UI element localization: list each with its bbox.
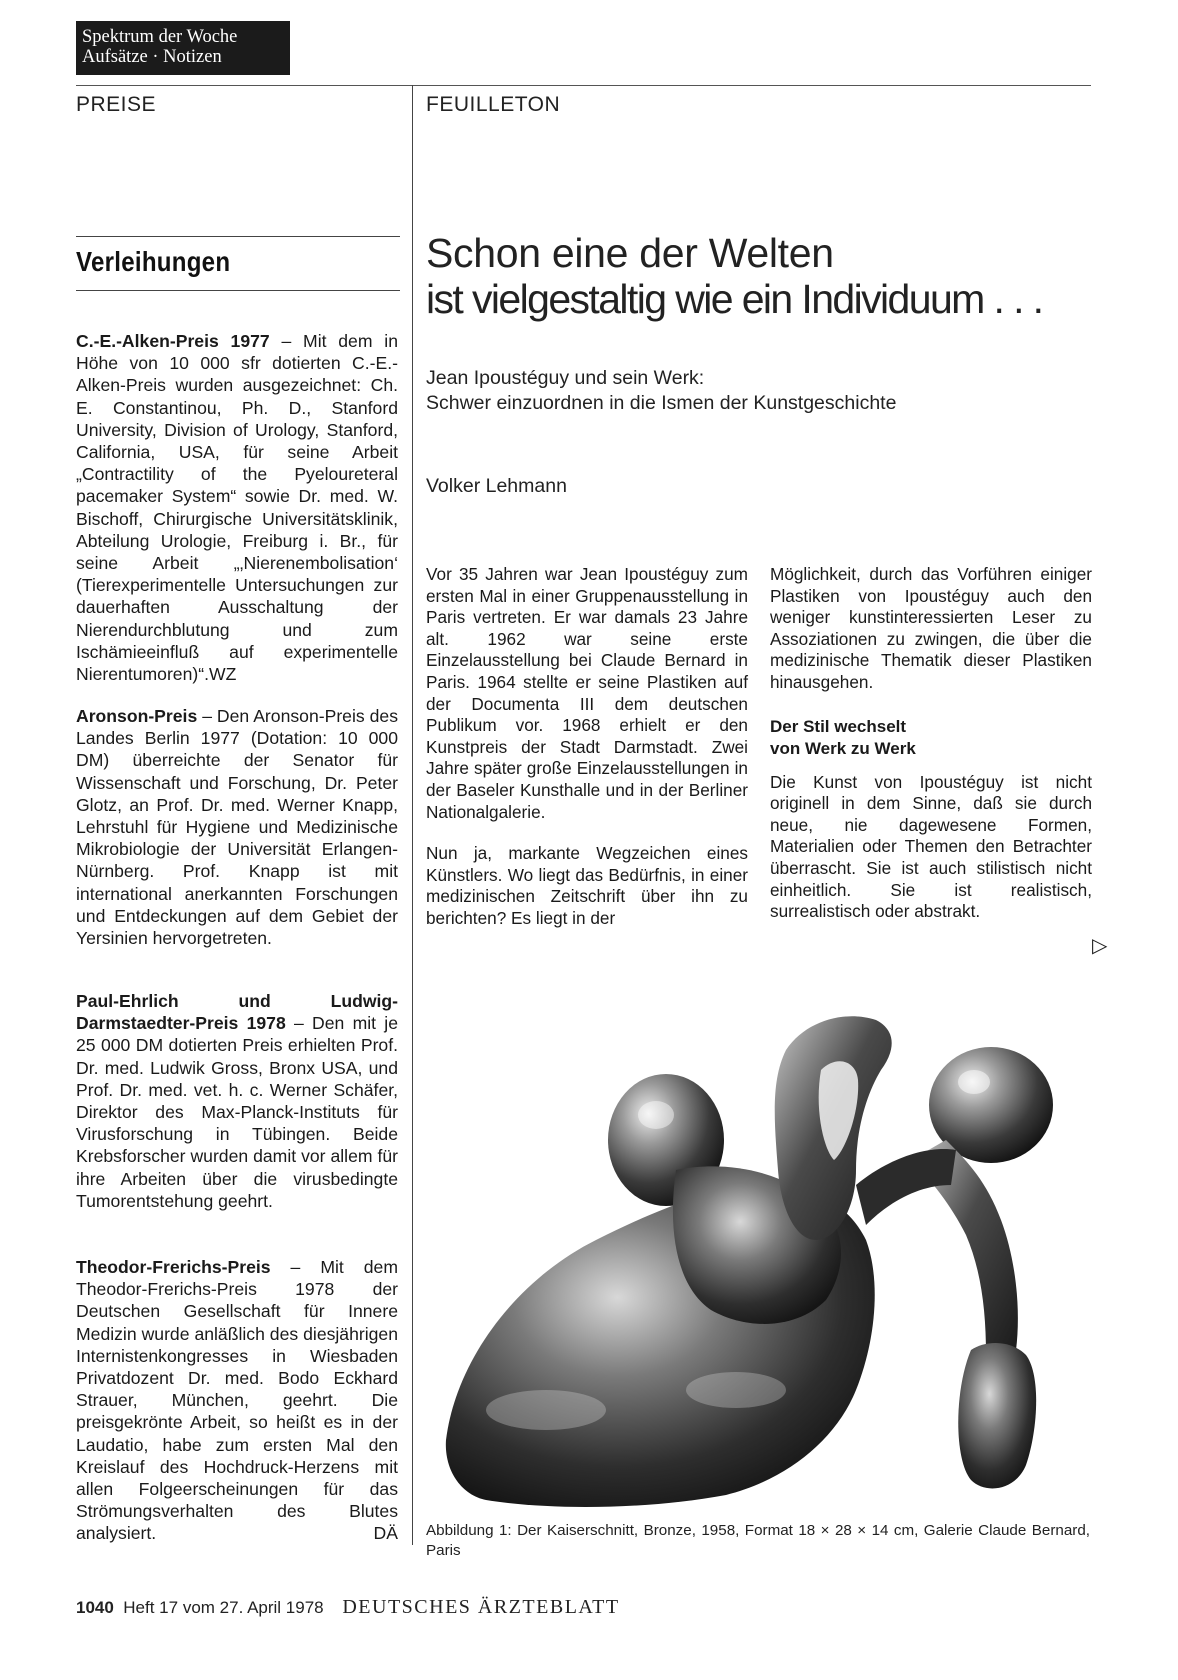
prize-text: – Den mit je 25 000 DM dotierten Preis erhielten Prof. Dr. med. Ludwik Gross, Bronx USA, und Prof. Dr. med. vet. h. c. Werner Schäfer, Direktor des Max-Planck-Instituts für Virusforschung in Tübingen. Beide Krebsforscher wurden damit vor allem für ihre Arbeiten über die virusbedingte Tumorentstehung geehrt. [76, 1013, 398, 1211]
prize-title: Aronson-Preis [76, 706, 198, 726]
top-rule [76, 85, 1091, 86]
subhead2-line-1: Der Stil wechselt [770, 716, 907, 736]
sculpture-photo [426, 1010, 1090, 1520]
left-heading: Verleihungen [76, 246, 231, 277]
prize-signature: DÄ [373, 1523, 398, 1544]
prize-title: C.-E.-Alken-Preis 1977 [76, 331, 270, 351]
prize-title: Paul-Ehrlich und Ludwig-Darmstaedter-Preis 1978 [76, 991, 398, 1034]
heading-rule-bottom [76, 290, 400, 291]
subhead-line-1: Jean Ipoustéguy und sein Werk: [426, 367, 705, 389]
prize-item [76, 330, 398, 685]
masthead: DEUTSCHES ÄRZTEBLATT [342, 1596, 620, 1618]
article-subheading [426, 366, 896, 416]
column-divider [412, 85, 413, 1545]
subhead-line-2: Schwer einzuordnen in die Ismen der Kunstgeschichte [426, 392, 897, 414]
article-paragraph: Nun ja, markante Wegzeichen eines Künstlers. Wo liegt das Bedürfnis, in einer medizinischen Zeitschrift über ihn zu berichten? Es liegt in der [426, 843, 748, 928]
prize-item [76, 705, 398, 949]
heading-rule-top [76, 236, 400, 237]
prize-text: – Mit dem Theodor-Frerichs-Preis 1978 der Deutschen Gesellschaft für Innere Medizin wurde anläßlich des diesjährigen Internistenkongresses in Wiesbaden Privatdozent Dr. med. Bodo Eckhard Strauer, München, geehrt. Die preisgekrönte Arbeit, so heißt es in der Laudatio, habe zum ersten Mal den Kreislauf des Hochdruck-Herzens mit allen Folgeerscheinungen für das Strömungsverhalten des Blutes analysiert. [76, 1257, 398, 1544]
prize-title: Theodor-Frerichs-Preis [76, 1257, 271, 1277]
section-kicker [76, 21, 290, 75]
article-paragraph: Die Kunst von Ipoustéguy ist nicht originell in dem Sinne, daß sie durch neue, nie dagewesene Formen, Materialien oder Themen den Betrachter überrascht. Sie ist auch stilistisch nicht einheitlich. Sie ist realistisch, surrealistisch oder abstrakt. [770, 771, 1092, 922]
subhead2-line-2: von Werk zu Werk [770, 738, 916, 758]
article-author: Volker Lehmann [426, 475, 567, 497]
prize-text: – Mit dem in Höhe von 10 000 sfr dotierten C.-E.-Alken-Preis wurden ausgezeichnet: Ch. E. Constantinou, Ph. D., Stanford University, Division of Urology, Stanford, California, USA, für seine Arbeit „Contractility of the Pyeloureteral pacemaker System“ sowie Dr. med. W. Bischoff, Chirurgische Universitätsklinik, Abteilung Urologie, Freiburg i. Br., für seine Arbeit „‚Nierenembolisation‘ (Tierexperimentelle Untersuchungen zur dauerhaften Ausschaltung der Nierendurchblutung und zum Ischämieeinfluß auf experimentelle Nierentumoren)“.WZ [76, 331, 398, 685]
continue-arrow-icon: ▷ [1092, 935, 1108, 957]
prize-text: – Den Aronson-Preis des Landes Berlin 1977 (Dotation: 10 000 DM) überreichte der Senator für Wissenschaft und Forschung, Dr. Peter Glotz, an Prof. Dr. med. Werner Knapp, Lehrstuhl für Hygiene und Medizinische Mikrobiologie der Universität Erlangen-Nürnberg. Prof. Knapp ist mit international anerkannten Forschungen und Entdeckungen auf dem Gebiet der Yersinien hervorgetreten. [76, 706, 398, 949]
article-subheading-2 [770, 716, 1092, 760]
page-footer [76, 1596, 620, 1619]
kicker-line-1: Spektrum der Woche [82, 27, 238, 47]
article-paragraph: Möglichkeit, durch das Vorführen einiger Plastiken von Ipoustéguy auch den weniger kunstinteressierten Leser zu Assoziationen zu zwingen, die über die medizinische Thematik dieser Plastiken hinausgehen. [770, 564, 1092, 692]
prize-item [76, 990, 398, 1212]
headline-line-1: Schon eine der Welten [426, 230, 834, 276]
prize-item [76, 1256, 398, 1545]
article-paragraph: Vor 35 Jahren war Jean Ipoustéguy zum ersten Mal in einer Gruppenausstellung in Paris vertreten. Er war damals 23 Jahre alt. 1962 war seine erste Einzelausstellung bei Claude Bernard in Paris. 1964 stellte er seine Plastiken auf der Documenta III dem deutschen Publikum vor. 1968 erhielt er den Kunstpreis der Stadt Darmstadt. Zwei Jahre später große Einzelausstellungen in der Baseler Kunsthalle und in der Berliner Nationalgalerie. [426, 564, 748, 822]
figure-caption: Abbildung 1: Der Kaiserschnitt, Bronze, 1958, Format 18 × 28 × 14 cm, Galerie Claude Bernard, Paris [426, 1522, 1090, 1559]
kicker-line-2: Aufsätze · Notizen [82, 47, 222, 67]
section-label-preise: PREISE [76, 93, 157, 116]
article-headline [426, 230, 1106, 322]
section-label-feuilleton: FEUILLETON [426, 93, 561, 116]
article-column-2 [770, 564, 1092, 943]
article-column-1 [426, 564, 748, 950]
page-number: 1040 [76, 1598, 114, 1617]
headline-line-2: ist vielgestaltig wie ein Individuum . . . [426, 276, 1043, 322]
issue-info: Heft 17 vom 27. April 1978 [123, 1598, 324, 1617]
